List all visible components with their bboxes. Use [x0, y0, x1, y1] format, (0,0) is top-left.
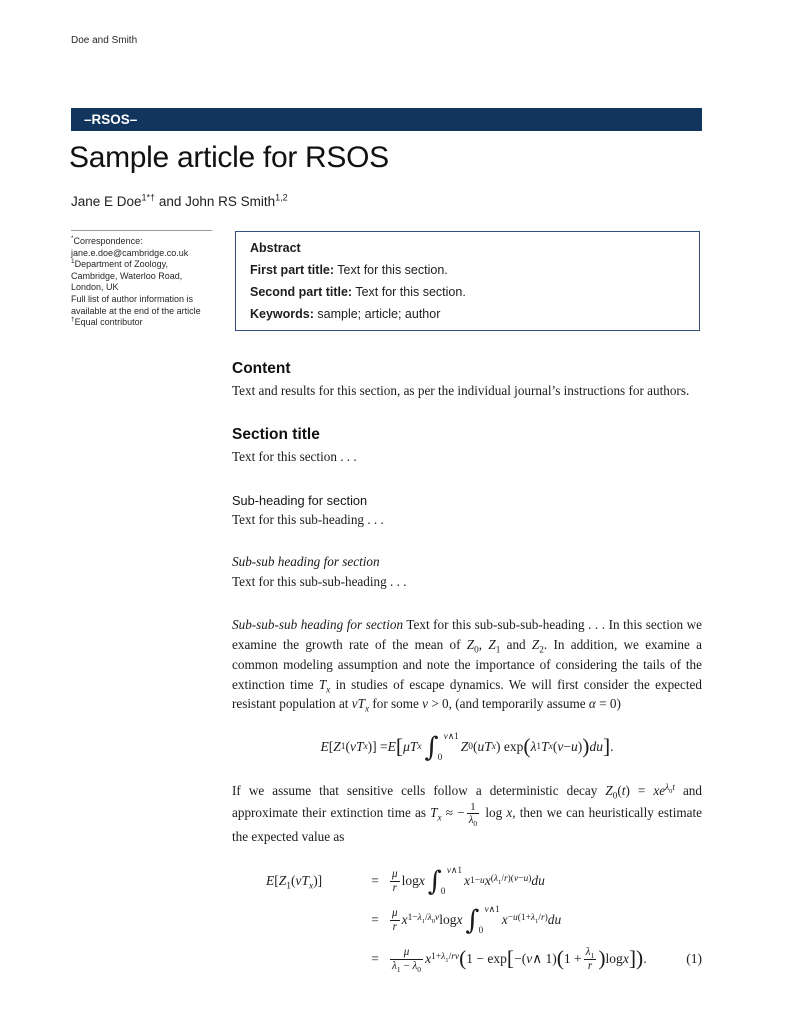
author-info-note: available at the end of the article — [71, 305, 201, 316]
display-equation: E [ Z 1 ( vT x )] = E [ μT x ∫ v∧1 0 Z 0 ( uT x ) exp ( λ 1 T x ( v − u ) ) du ] . — [320, 731, 614, 763]
journal-banner — [71, 108, 702, 131]
abstract-entry-label: Second part title: — [250, 285, 353, 299]
correspondence-line: *Correspondence: — [71, 235, 143, 246]
affiliation-line: Cambridge, Waterloo Road, — [71, 270, 183, 281]
author-line: Jane E Doe$^{1*\dagger}$ and John RS Smith$^{1,2}$ — [71, 192, 288, 209]
correspondence-block — [71, 230, 212, 329]
abstract-entry — [250, 307, 685, 321]
equation-row — [232, 940, 702, 979]
abstract-entry-text: sample; article; author — [313, 307, 441, 321]
content-heading: Content — [232, 360, 291, 377]
abstract-box — [235, 231, 700, 331]
equal-contributor-note: †Equal contributor — [71, 316, 143, 328]
article-title: Sample article for RSOS — [69, 141, 389, 174]
section-title-heading: Section title — [232, 425, 320, 443]
equation-lhs: $E[Z_1(vT_x)]$ — [266, 873, 323, 892]
equation-row — [232, 862, 702, 901]
equation-relation: = — [371, 951, 379, 967]
estimate-paragraph: If we assume that sensitive cells follow a deterministic decay $Z_0(t) = xe^{\lambda_0t}$ and approximate their extinction time as $T_x$ ≈ − $\frac{1}{\lambda_0}$ log x, then we can heuristically estimate the expected value as — [232, 781, 702, 844]
abstract-entry-label: Keywords: — [250, 307, 314, 321]
correspondence-email: jane.e.doe@cambridge.co.uk — [71, 247, 189, 258]
equation-relation: = — [371, 873, 379, 889]
equation-relation: = — [371, 912, 379, 928]
equation-number: (1) — [686, 951, 702, 967]
abstract-entry-text: Text for this section. — [334, 263, 448, 277]
abstract-entry — [250, 263, 685, 277]
content-paragraph: Text and results for this section, as per the individual journal’s instructions for authors. — [232, 383, 690, 398]
equation-row — [232, 901, 702, 940]
affiliation-line: London, UK — [71, 282, 119, 293]
abstract-entry — [250, 285, 685, 299]
subsection-heading: Sub-heading for section — [232, 492, 368, 508]
abstract-heading: Abstract — [250, 241, 301, 255]
equation-rhs: $\frac{\mu}{\lambda_1 - \lambda_0}$ x $1+\lambda_1/rv$ ( 1 − exp [ −( v ∧ 1) ( 1 + $\frac{\lambda_1}{r}$ ) log x ] ) . — [392, 945, 647, 974]
abstract-entry-label: First part title: — [250, 263, 335, 277]
subsection-paragraph: Text for this sub-heading . . . — [232, 511, 384, 527]
article-body — [232, 360, 702, 979]
affiliation-line: $^1$Department of Zoology, — [71, 258, 169, 270]
equation-array — [232, 862, 702, 979]
abstract-entry-text: Text for this section. — [352, 285, 466, 299]
equation-rhs: $\frac{\mu}{r}$ log x ∫ v∧1 0 x 1−u x $(\lambda_1/r)(v-u)$ du — [392, 865, 545, 897]
subsubsection-heading: Sub-sub heading for section — [232, 554, 380, 570]
subsubsection-paragraph: Text for this sub-sub-heading . . . — [232, 574, 407, 590]
author-info-note: Full list of author information is — [71, 293, 194, 304]
section-paragraph: Text for this section . . . — [232, 448, 357, 464]
journal-banner-label: –RSOS– — [84, 112, 138, 127]
equation-rhs: $\frac{\mu}{r}$ x $1-\lambda_1/\lambda_0v$ log x ∫ v∧1 0 x $-u(1+\lambda_1/r)$ du — [392, 904, 562, 936]
runin-heading-paragraph: Sub-sub-sub heading for section Text for this sub-sub-sub-heading . . . In this section we examine the growth rate of the mean of $Z_0$, $Z_1$ and $Z_2$. In addition, we examine a common modeling assumption and note the importance of considering the tails of the extinction time $T_x$ in studies of escape dynamics. We will first consider the expected resistant population at $vT_x$ for some v > 0, (and temporarily assume α = 0) — [232, 617, 702, 715]
running-head: Doe and Smith — [71, 35, 138, 46]
